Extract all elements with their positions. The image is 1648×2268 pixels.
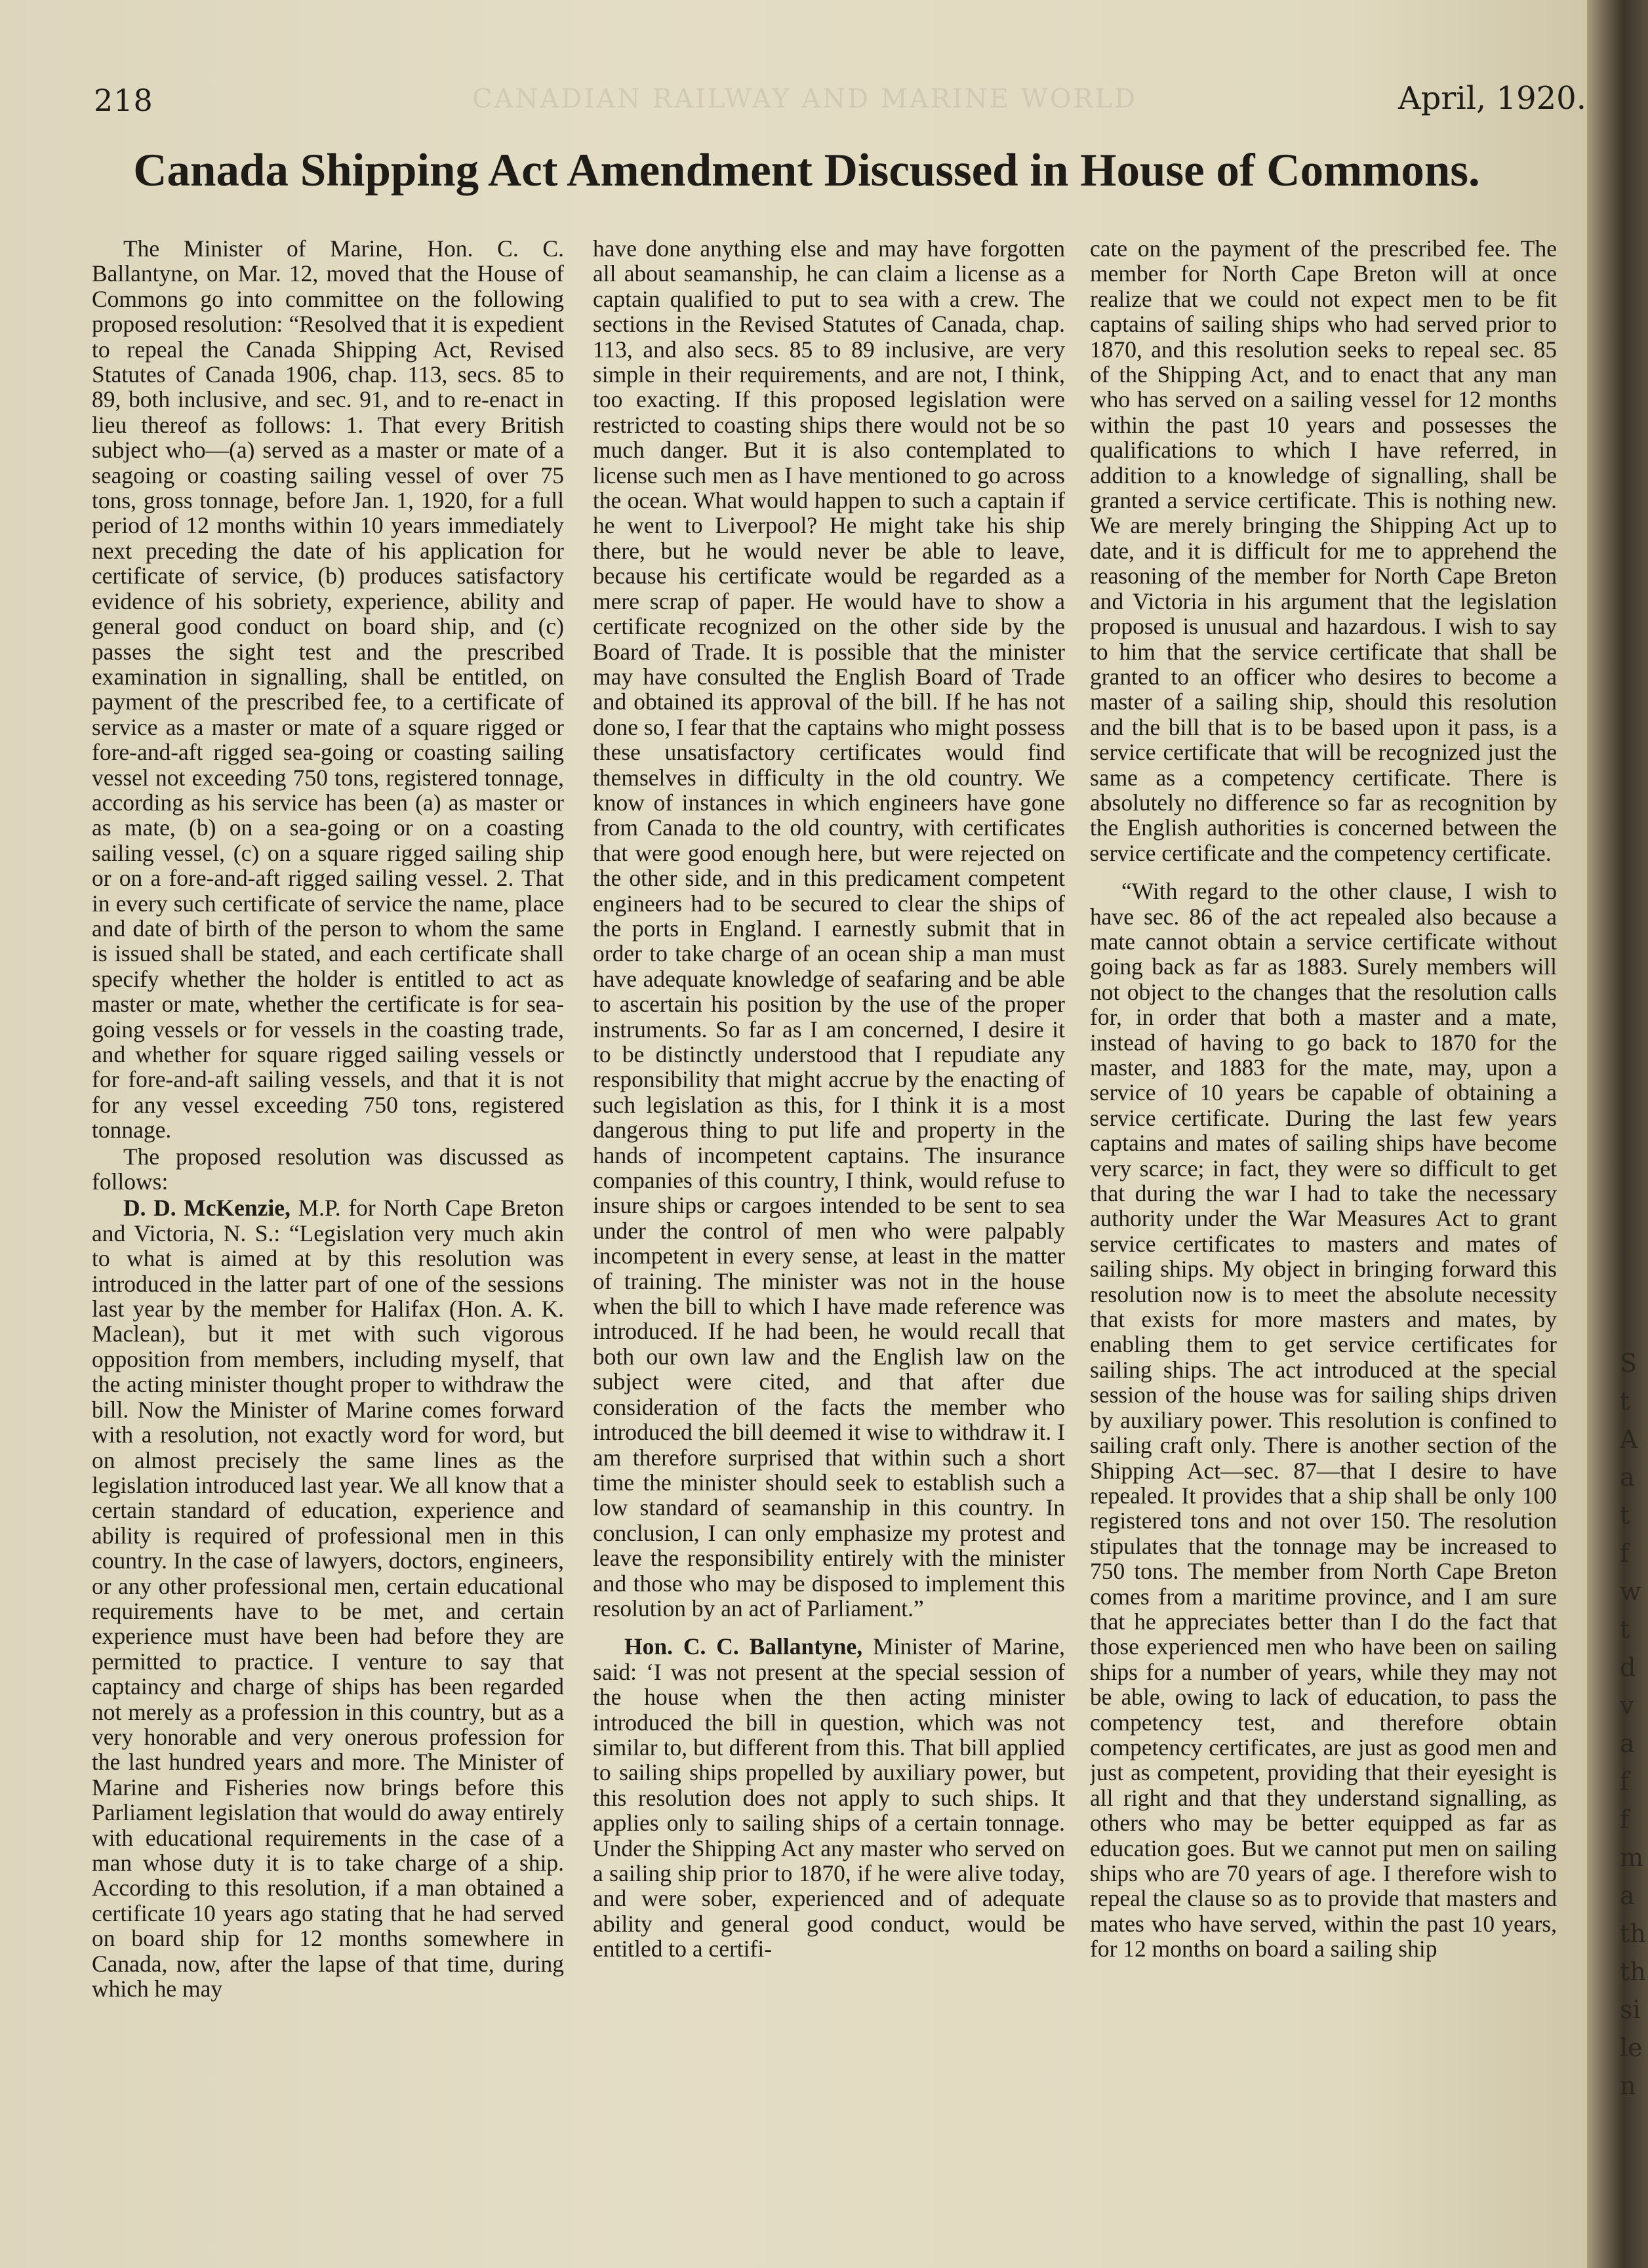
- speech-text: M.P. for North Cape Breton and Victoria, N. S.: “Legislation very much akin to what is aimed at by this resolution was introduced in the latter part of one of the sessions last year by the member for Halifax (Hon. A. K. Maclean), but it met with such vigorous opposition from members, including myself, that the acting minister thought proper to withdraw the bill. Now the Minister of Marine comes forward with a resolution, not exactly word for word, but on almost precisely the same lines as the legislation introduced last year. We all know that a certain standard of education, experience and ability is required of professional men in this country. In the case of lawyers, doctors, engineers, or any other professional men, certain educational requirements have to be met, and certain experience must have been had before they are permitted to practice. I venture to say that captaincy and charge of ships has been regarded not merely as a profession in this country, but as a very honorable and very onerous profession for the last hundred years and more. The Minister of Marine and Fisheries now brings before this Parliament legislation that would do away entirely with educational requirements in the case of a man whose duty it is to take charge of a ship. According to this resolution, if a man obtained a certificate 10 years ago stating that he had served on board ship for 12 months somewhere in Canada, now, after the lapse of that time, during which he may: [92, 1195, 564, 2002]
- speech-continuation: cate on the payment of the prescribed fee. The member for North Cape Breton will at once realize that we could not expect men to be fit captains of sailing ships who had served prior to 1870, and this resolution seeks to repeal sec. 85 of the Shipping Act, and to enact that any man who has served on a sailing vessel for 12 months within the past 10 years and possesses the qualifications to which I have referred, in addition to a knowledge of signalling, shall be granted a service certificate. This is nothing new. We are merely bringing the Shipping Act up to date, and it is difficult for me to apprehend the reasoning of the member for North Cape Breton and Victoria in his argument that the legislation proposed is unusual and hazardous. I wish to say to him that the service certificate that shall be granted to an officer who desires to become a master of a sailing ship, should this resolution and the bill that is to be based upon it pass, is a service certificate that will be recognized just the same as a competency certificate. There is absolutely no difference so far as recognition by the English authorities is concerned between the service certificate and the competency certificate.: [1090, 236, 1557, 866]
- speech-text: Minister of Marine, said: ‘I was not present at the special session of the house when the then acting minister introduced the bill in question, which was not similar to, but different from this. That bill applied to sailing ships propelled by auxiliary power, but this resolution does not apply to such ships. It applies only to sailing ships of a certain tonnage. Under the Shipping Act any master who served on a sailing ship prior to 1870, if he were alive today, and were sober, experienced and of adequate ability and general good conduct, would be entitled to a certifi-: [593, 1633, 1065, 1962]
- mckenzie-speech: [92, 1195, 564, 2001]
- page-number: 218: [94, 83, 153, 118]
- article-headline: Canada Shipping Act Amendment Discussed in House of Commons.: [133, 145, 1480, 196]
- article-column-3: [1090, 236, 1557, 2229]
- issue-date: April, 1920.: [1398, 80, 1586, 117]
- resolution-paragraph: The Minister of Marine, Hon. C. C. Ballantyne, on Mar. 12, moved that the House of Commons go into committee on the following proposed resolution: “Resolved that it is expedient to repeal the Canada Shipping Act, Revised Statutes of Canada 1906, chap. 113, secs. 85 to 89, both inclusive, and sec. 91, and to re-enact in lieu thereof as follows: 1. That every British subject who—(a) served as a master or mate of a seagoing or coasting sailing vessel of over 75 tons, gross tonnage, before Jan. 1, 1920, for a full period of 12 months within 10 years immediately next preceding the date of his application for certificate of service, (b) produces satisfactory evidence of his sobriety, experience, ability and general good conduct on board ship, and (c) passes the sight test and the prescribed examination in signalling, shall be entitled, on payment of the prescribed fee, to a certificate of service as a master or mate of a square rigged or fore-and-aft rigged sea-going or coasting sailing vessel not exceeding 750 tons, registered tonnage, according as his service has been (a) as master or as mate, (b) on a sea-going or on a coasting sailing vessel, (c) on a square rigged sailing ship or on a fore-and-aft rigged sailing vessel. 2. That in every such certificate of service the name, place and date of birth of the person to whom the same is issued shall be stated, and each certificate shall specify whether the holder is entitled to act as master or mate, whether the certificate is for sea-going vessels or for vessels in the coasting trade, and whether for square rigged sailing vessels or for fore-and-aft sailing vessels, and that it is not for any vessel exceeding 750 tons, registered tonnage.: [92, 236, 564, 1144]
- adjacent-page-fragment: S t A a t f w t d v a f f m a th th si le n: [1620, 1349, 1646, 2100]
- ballantyne-speech: [593, 1634, 1065, 1961]
- speech-continuation: have done anything else and may have forgotten all about seamanship, he can claim a license as a captain qualified to put to sea with a crew. The sections in the Revised Statutes of Canada, chap. 113, and also secs. 85 to 89 inclusive, are very simple in their requirements, and are not, I think, too exacting. If this proposed legislation were restricted to coasting ships there would not be so much danger. But it is also contemplated to license such men as I have mentioned to go across the ocean. What would happen to such a captain if he went to Liverpool? He might take his ship there, but he would never be able to leave, because his certificate would be regarded as a mere scrap of paper. He would have to show a certificate recognized on the other side by the Board of Trade. It is possible that the minister may have consulted the English Board of Trade and obtained its approval of the bill. If he has not done so, I fear that the captains who might possess these unsatisfactory certificates would find themselves in difficulty in the old country. We know of instances in which engineers have gone from Canada to the old country, with certificates that were good enough here, but were rejected on the other side, and in this predicament competent engineers had to be secured to clear the ships of the ports in England. I earnestly submit that in order to take charge of an ocean ship a man must have adequate knowledge of seafaring and be able to ascertain his position by the use of the proper instruments. So far as I am concerned, I desire it to be distinctly understood that I repudiate any responsibility that might accrue by the enacting of such legislation as this, for I think it is a most dangerous thing to put life and property in the hands of incompetent captains. The insurance companies of this country, I think, would refuse to insure ships or cargoes intended to be sent to sea under the control of men who were palpably incompetent in every sense, at least in the matter of training. The minister was not in the house when the bill to which I have made reference was introduced. If he had been, he would recall that both our own law and the English law on the subject were cited, and that after due consideration of the facts the member who introduced the bill deemed it wise to withdraw it. I am therefore surprised that within such a short time the minister should seek to establish such a low standard of seamanship in this country. In conclusion, I can only emphasize my protest and leave the responsibility entirely with the minister and those who may be disposed to implement this resolution by an act of Parliament.”: [593, 236, 1065, 1621]
- article-column-1: [92, 236, 564, 2229]
- speaker-name: D. D. McKenzie,: [123, 1195, 291, 1222]
- article-column-2: [593, 236, 1065, 2229]
- speech-paragraph: “With regard to the other clause, I wish to have sec. 86 of the act repealed also because a mate cannot obtain a service certificate without going back as far as 1883. Surely members will not object to the changes that the resolution calls for, in order that both a master and a mate, instead of having to go back to 1870 for the master, and 1883 for the mate, may, upon a service of 10 years be capable of obtaining a service certificate. During the last few years captains and mates of sailing ships have become very scarce; in fact, they were so difficult to get that during the war I had to take the necessary authority under the War Measures Act to grant service certificates to masters and mates of sailing ships. My object in bringing forward this resolution now is to meet the absolute necessity that exists for more masters and mates, by enabling them to get service certificates for sailing ships. The act introduced at the special session of the house was for sailing ships driven by auxiliary power. This resolution is confined to sailing craft only. There is another section of the Shipping Act—sec. 87—that I desire to have repealed. It provides that a ship shall be only 100 registered tons and not over 150. The resolution stipulates that the tonnage may be increased to 750 tons. The member from North Cape Breton comes from a maritime province, and I am sure that he appreciates better than I do the fact that those experienced men who have been on sailing ships for a number of years, while they may not be able, owing to lack of education, to pass the competency test, and therefore obtain competency certificates, are just as good men and just as competent, providing that their eyesight is all right and that they understand signalling, as others who may be better equipped as far as education goes. But we cannot put men on sailing ships who are 70 years of age. I therefore wish to repeal the clause so as to provide that masters and mates who have served, within the past 10 years, for 12 months on board a sailing ship: [1090, 878, 1557, 1962]
- discussion-intro: The proposed resolution was discussed as follows:: [92, 1143, 564, 1195]
- running-title: CANADIAN RAILWAY AND MARINE WORLD: [472, 84, 1138, 114]
- speaker-name: Hon. C. C. Ballantyne,: [624, 1633, 863, 1660]
